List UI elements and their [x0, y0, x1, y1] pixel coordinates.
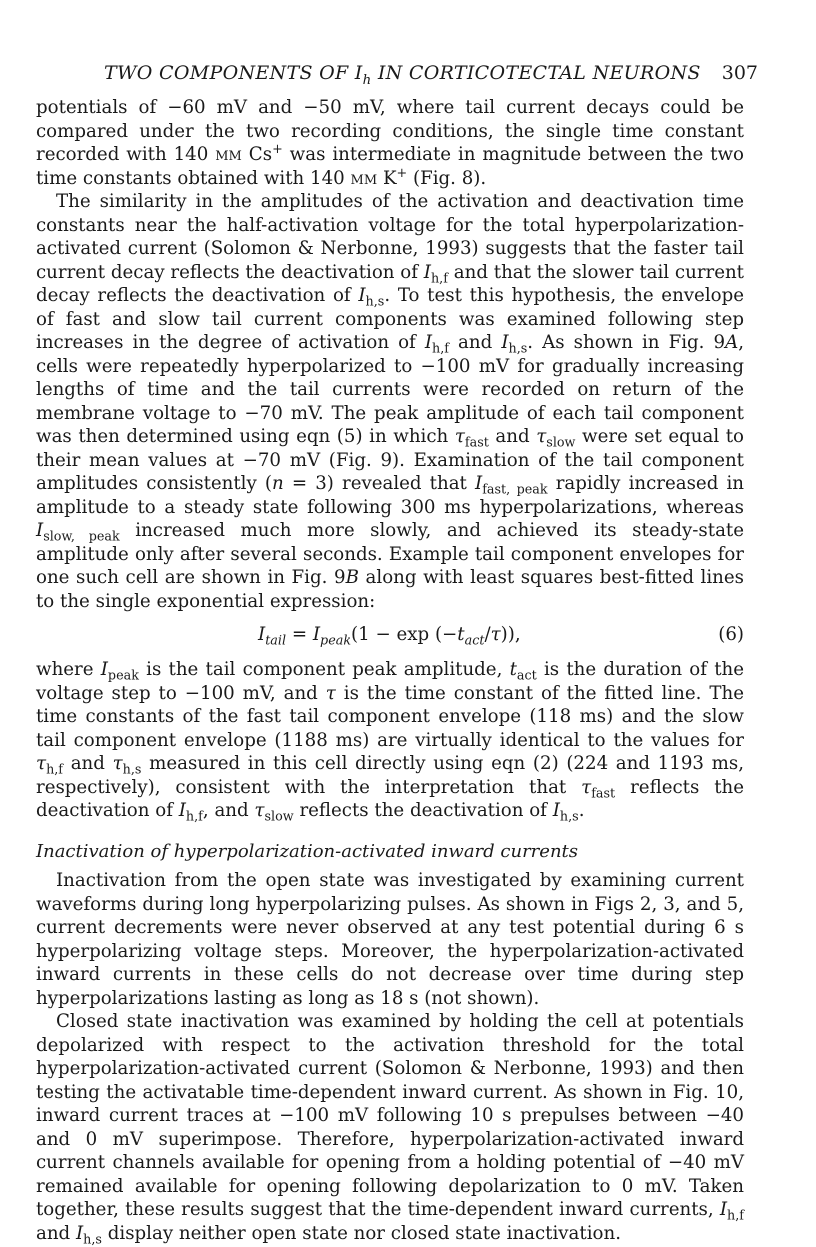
running-head-text: TWO COMPONENTS OF — [104, 62, 355, 84]
body-text — [36, 96, 744, 1245]
running-head-symbol: I — [354, 62, 363, 84]
page-header — [36, 62, 796, 92]
page-number: 307 — [721, 62, 758, 84]
section-heading: Inactivation of hyperpolarization-activated inward currents — [36, 840, 579, 862]
running-head-subscript: h — [362, 72, 372, 88]
paragraph-closed-state: Closed state inactivation was examined by holding the cell at potentials depolarized with respect to the activation threshold for the total hyperpolarization-activated current (Solomon & Nerbonne, 1993) and then testing the activatable time-dependent inward current. As shown in Fig. 10, inward current traces at −100 mV following 10 s prepulses between −40 and 0 mV superimpose. Therefore, hyperpolarization-activated inward current channels available for opening from a holding potential of −40 mV remained available for opening following depolarization to 0 mV. Taken together, these results suggest that the time-dependent inward currents, $I_{h,f}$ and $I_{h,s}$ display neither open state nor closed state inactivation. — [36, 1011, 744, 1247]
paragraph-envelope-test: The similarity in the amplitudes of the activation and deactivation time constants near the half-activation voltage for the total hyperpolarization-activated current (Solomon & Nerbonne, 1993) suggests that the faster tail current decay reflects the deactivation of $I_{h,f}$ and that the slower tail current decay reflects the deactivation of $I_{h,s}$. To test this hypothesis, the envelope of fast and slow tail current components was examined following step increases in the degree of activation of $I_{h,f}$ and $I_{h,s}$. As shown in Fig. 9A, cells were repeatedly hyperpolarized to −100 mV for gradually increasing lengths of time and the tail currents were recorded on return of the membrane voltage to −70 mV. The peak amplitude of each tail component was then determined using eqn (5) in which $\tau_{fast}$ and $\tau_{slow}$ were set equal to their mean values at −70 mV (Fig. 9). Examination of the tail component amplitudes consistently (n = 3) revealed that $I_{fast, peak}$ rapidly increased in amplitude to a steady state following 300 ms hyperpolarizations, whereas $I_{slow, peak}$ increased much more slowly, and achieved its steady-state amplitude only after several seconds. Example tail component envelopes for one such cell are shown in Fig. 9B along with least squares best-fitted lines to the single exponential expression: — [36, 191, 744, 612]
equation-number: (6) — [718, 624, 744, 645]
paragraph-equation-explanation: where $I_{peak}$ is the tail component peak amplitude, $t_{act}$ is the duration of the voltage step to −100 mV, and τ is the time constant of the fitted line. The time constants of the fast tail component envelope (118 ms) and the slow tail component envelope (1188 ms) are virtually identical to the values for $\tau_{h,f}$ and $\tau_{h,s}$ measured in this cell directly using eqn (2) (224 and 1193 ms, respectively), consistent with the interpretation that $\tau_{fast}$ reflects the deactivation of $I_{h,f}$, and $\tau_{slow}$ reflects the deactivation of $I_{h,s}$. — [36, 659, 744, 825]
equation-6 — [36, 623, 744, 649]
paragraph-continued: potentials of −60 mV and −50 mV, where tail current decays could be compared under the two recording conditions, the single time constant recorded with 140 mm Cs+ was intermediate in magnitude between the two time constants obtained with 140 mm K+ (Fig. 8). — [36, 97, 745, 189]
running-head-text-rest: IN CORTICOTECTAL NEURONS — [371, 62, 701, 84]
paragraph-open-state: Inactivation from the open state was investigated by examining current waveforms during long hyperpolarizing pulses. As shown in Figs 2, 3, and 5, current decrements were never observed at any test potential during 6 s hyperpolarizing voltage steps. Moreover, the hyperpolarization-activated inward currents in these cells do not decrease over time during step hyperpolarizations lasting as long as 18 s (not shown). — [36, 870, 744, 1009]
equation-expression: $I_{tail} = I_{peak}(1 - \exp (-t_{act}/\tau))$, — [258, 624, 521, 649]
running-head — [104, 62, 701, 88]
